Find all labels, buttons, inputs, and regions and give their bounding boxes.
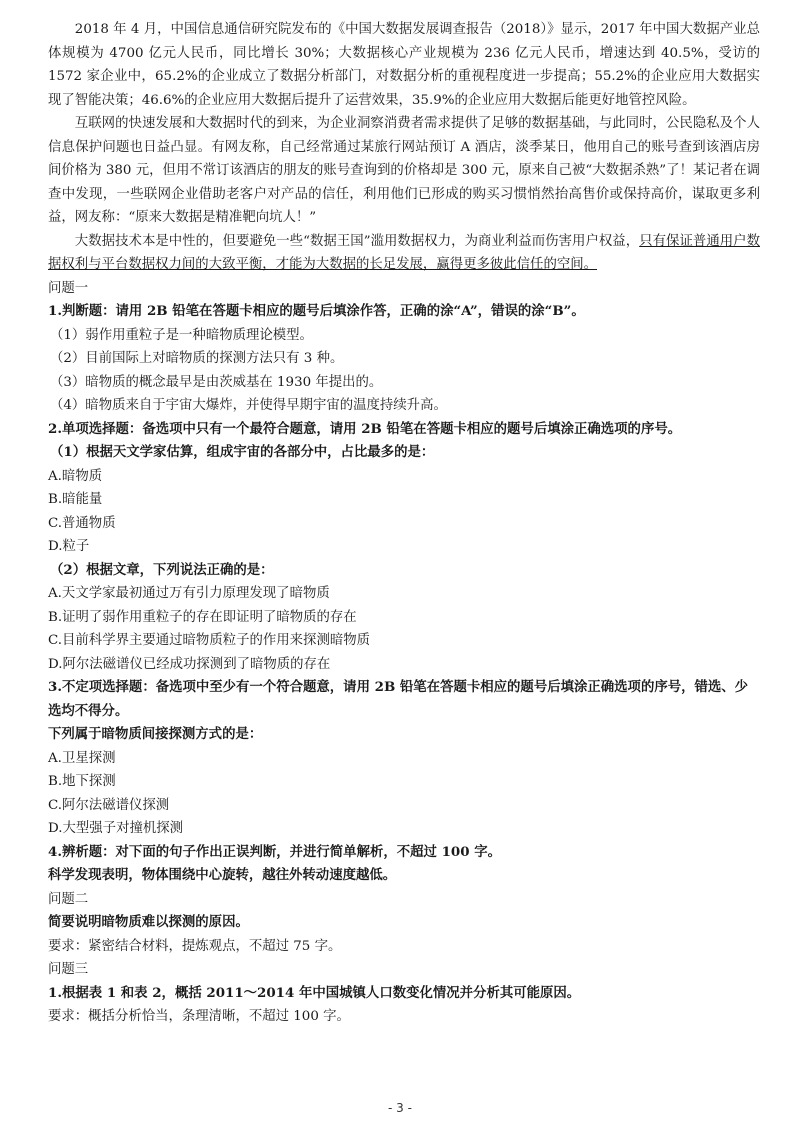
q2-sub1-option-c: C.普通物质: [48, 515, 116, 531]
q2-sub2-option-d: D.阿尔法磁谱仪已经成功探测到了暗物质的存在: [48, 656, 331, 672]
q3-option-c: C.阿尔法磁谱仪探测: [48, 797, 170, 813]
section-1-title: 问题一: [48, 280, 89, 296]
q4-heading: 4.辨析题：对下面的句子作出正误判断，并进行简单解析，不超过 100 字。: [48, 843, 501, 860]
q2-sub2-option-c: C.目前科学界主要通过暗物质粒子的作用来探测暗物质: [48, 633, 371, 648]
page-number: - 3 -: [388, 1101, 412, 1115]
q2-sub1-option-b: B.暗能量: [48, 492, 103, 507]
q2-sub1-stem: （1）根据天文学家估算，组成宇宙的各部分中，占比最多的是：: [50, 444, 435, 460]
q3-heading: 3.不定项选择题：备选项中至少有一个符合题意，请用 2B 铅笔在答题卡相应的题号后填涂正确选项的序号，错选、少选均不得分。: [48, 679, 749, 719]
section-3-title: 问题三: [48, 962, 89, 977]
q2-sub1-option-d: D.粒子: [48, 539, 90, 554]
q1-item-4: （4）暗物质来自于宇宙大爆炸，并使得早期宇宙的温度持续升高。: [50, 398, 447, 413]
passage-paragraph-3-underlined: 只有保证普通用户数据权利与平台数据权力间的大致平衡，才能为大数据的长足发展，赢得更多彼此信任的空间。: [48, 233, 760, 272]
passage-paragraph-3-text: 大数据技术本是中性的，但要避免一些“数据王国”滥用数据权力，为商业利益而伤害用户权益，: [74, 233, 640, 249]
q2-sub1-option-a: A.暗物质: [48, 468, 103, 484]
q3-option-a: A.卫星探测: [48, 750, 116, 766]
section-3-requirement: 要求：概括分析恰当，条理清晰，不超过 100 字。: [48, 1009, 350, 1024]
passage-paragraph-3: [48, 230, 760, 277]
passage-paragraph-2: 互联网的快速发展和大数据时代的到来，为企业洞察消费者需求提供了足够的数据基础，与此同时，公民隐私及个人信息保护问题也日益凸显。有网友称，自己经常通过某旅行网站预订 A 酒店，淡季某日，他用自己的账号查到该酒店房间价格为 380 元，但用不常订该酒店的朋友的账号查询到的价格却是 300 元，原来自己被“大数据杀熟”了！某记者在调查中发现，一些联网企业借助老客户对产品的信任，利用他们已形成的购买习惯悄然抬高售价或保持高价，谋取更多利益，网友称：“原来大数据是精准靶向坑人！”: [48, 116, 760, 225]
section-2-title: 问题二: [48, 891, 89, 907]
q2-sub2-stem: （2）根据文章，下列说法正确的是：: [50, 561, 274, 578]
passage-paragraph-1: 2018 年 4 月，中国信息通信研究院发布的《中国大数据发展调查报告（2018）》显示，2017 年中国大数据产业总体规模为 4700 亿元人民币，同比增长 30%；大数据核心产业规模为 236 亿元人民币，增速达到 40.5%，受访的 1572 家企业中，65.2%的企业成立了数据分析部门，对数据分析的重视程度进一步提高；55.2%的企业应用大数据实现了智能决策；46.6%的企业应用大数据后提升了运营效果，35.9%的企业应用大数据后能更好地管控风险。: [48, 22, 760, 108]
section-3-question: 1.根据表 1 和表 2，概括 2011～2014 年中国城镇人口数变化情况并分析其可能原因。: [48, 984, 581, 1001]
q2-sub2-option-b: B.证明了弱作用重粒子的存在即证明了暗物质的存在: [48, 609, 357, 625]
q2-sub2-option-a: A.天文学家最初通过万有引力原理发现了暗物质: [48, 586, 330, 601]
section-2-requirement: 要求：紧密结合材料，提炼观点，不超过 75 字。: [48, 938, 342, 954]
q1-item-3: （3）暗物质的概念最早是由茨威基在 1930 年提出的。: [50, 374, 383, 390]
q1-item-2: （2）目前国际上对暗物质的探测方法只有 3 种。: [50, 351, 344, 366]
exam-page: [48, 18, 760, 1029]
q4-statement: 科学发现表明，物体围绕中心旋转，越往外转动速度越低。: [48, 867, 397, 883]
section-2-question: 简要说明暗物质难以探测的原因。: [48, 914, 249, 930]
q1-heading: 1.判断题：请用 2B 铅笔在答题卡相应的题号后填涂作答，正确的涂“A”，错误的涂“B”。: [48, 303, 585, 319]
q3-stem: 下列属于暗物质间接探测方式的是：: [48, 726, 263, 742]
q1-item-1: （1）弱作用重粒子是一种暗物质理论模型。: [50, 327, 313, 343]
q3-option-d: D.大型强子对撞机探测: [48, 821, 184, 836]
q2-heading: 2.单项选择题：备选项中只有一个最符合题意，请用 2B 铅笔在答题卡相应的题号后填涂正确选项的序号。: [48, 420, 682, 437]
q3-option-b: B.地下探测: [48, 774, 116, 789]
